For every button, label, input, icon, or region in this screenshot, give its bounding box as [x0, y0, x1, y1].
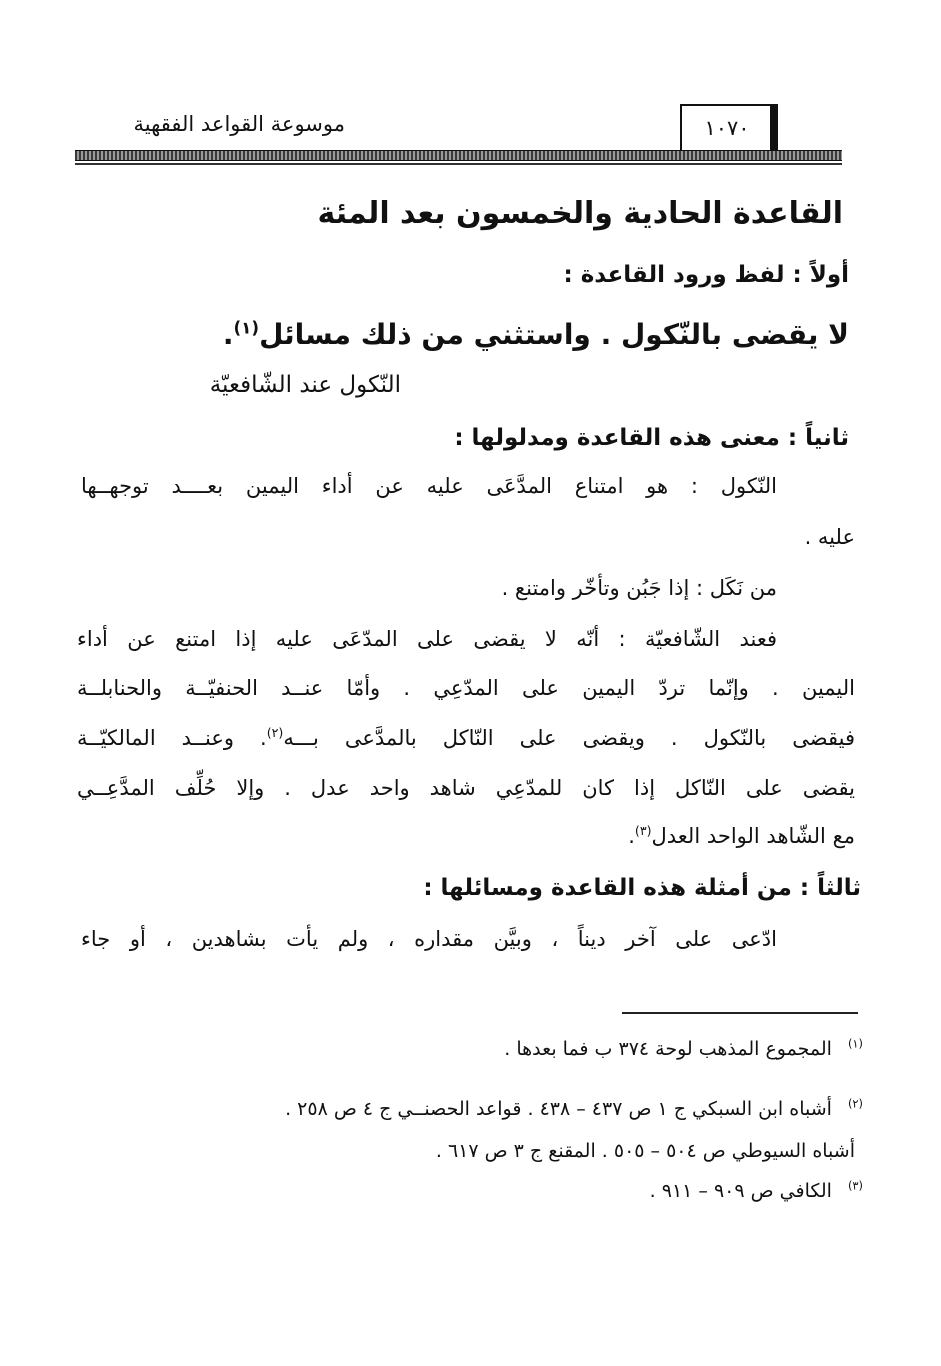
- header-rule: [75, 150, 842, 161]
- footnote-ref-1: (١): [233, 317, 260, 338]
- footnote-2: [285, 1098, 863, 1120]
- section-heading-2: ثانياً : معنى هذه القاعدة ومدلولها :: [454, 425, 849, 451]
- rule-heading: القاعدة الحادية والخمسون بعد المئة: [317, 196, 843, 231]
- footnote-number: (١): [847, 1036, 863, 1051]
- paragraph-line: فعند الشّافعيّة : أنّه لا يقضى على المدّعَى عليه إذا امتنع عن أداء: [77, 627, 777, 651]
- paragraph-segment: مع الشّاهد الواحد العدل: [651, 824, 855, 848]
- subtitle-shafii: النّكول عند الشّافعيّة: [209, 372, 401, 398]
- paragraph-line: ادّعى على آخر ديناً ، وبيَّن مقداره ، ولم يأت بشاهدين ، أو جاء: [81, 927, 777, 951]
- footnote-separator: [622, 1012, 858, 1014]
- footnote-number: (٣): [847, 1178, 863, 1193]
- section-heading-3: ثالثاً : من أمثلة هذه القاعدة ومسائلها :: [423, 875, 861, 901]
- footnote-1: [504, 1038, 863, 1060]
- paragraph-line: اليمين . وإنّما تردّ اليمين على المدّعِي . وأمّا عنــد الحنفيّــة والحنابلــة: [77, 676, 855, 700]
- paragraph-line: [628, 824, 855, 848]
- paragraph-segment: .: [628, 824, 635, 848]
- paragraph-segment: . وعنــد المالكيّــة: [77, 726, 267, 750]
- footnote-2-continued: [436, 1140, 855, 1162]
- running-header-title: موسوعة القواعد الفقهية: [133, 112, 345, 136]
- footnote-number: (٢): [847, 1096, 863, 1111]
- footnote-3: [650, 1180, 863, 1202]
- paragraph-segment: فيقضى بالنّكول . ويقضى على النّاكل بالمدَّعى بـــه: [283, 726, 855, 750]
- paragraph-line: عليه .: [804, 525, 855, 549]
- footnote-ref-3: (٣): [634, 823, 652, 838]
- footnote-text: أشباه ابن السبكي ج ١ ص ٤٣٧ – ٤٣٨ . قواعد الحصنــي ج ٤ ص ٢٥٨ .: [285, 1098, 832, 1120]
- paragraph-line: [77, 726, 855, 750]
- header-rule-thin: [75, 163, 842, 165]
- page-number: ١٠٧٠: [680, 104, 774, 152]
- footnote-text: الكافي ص ٩٠٩ – ٩١١ .: [649, 1180, 832, 1202]
- rule-text-end: .: [222, 318, 234, 351]
- paragraph-line: من نَكَل : إذا جَبُن وتأخّر وامتنع .: [501, 576, 777, 600]
- paragraph-line: يقضى على النّاكل إذا كان للمدّعِي شاهد واحد عدل . وإلا حُلِّف المدَّعِــي: [77, 776, 855, 800]
- rule-text: [223, 318, 849, 351]
- footnote-text: المجموع المذهب لوحة ٣٧٤ ب فما بعدها .: [504, 1038, 832, 1060]
- footnote-ref-2: (٢): [266, 725, 284, 740]
- footnote-text: أشباه السيوطي ص ٥٠٤ – ٥٠٥ . المقنع ج ٣ ص ٦١٧ .: [435, 1140, 855, 1162]
- paragraph-line: النّكول : هو امتناع المدَّعَى عليه عن أداء اليمين بعــــد توجهــها: [81, 474, 777, 498]
- page-number-box-edge: [770, 104, 778, 154]
- section-heading-1: أولاً : لفظ ورود القاعدة :: [563, 262, 849, 288]
- rule-text-body: لا يقضى بالنّكول . واستثني من ذلك مسائل: [259, 318, 849, 351]
